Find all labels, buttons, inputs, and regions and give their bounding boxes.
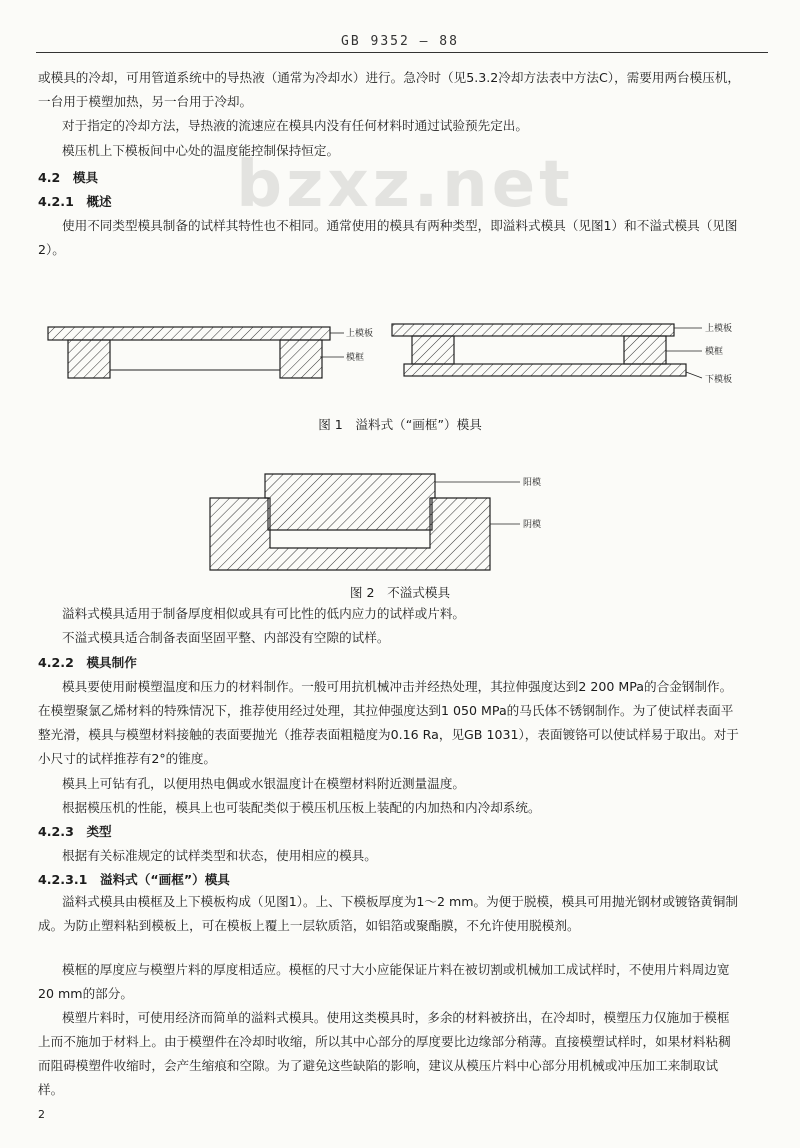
- figure-1-left-frame-label: 模框: [346, 353, 365, 363]
- paragraph-flow-rate: 对于指定的冷却方法，导热液的流速应在模具内没有任何材料时通过试验预先定出。: [62, 118, 528, 133]
- figure-1-left-mold: [48, 327, 373, 378]
- watermark: bzxz.net: [236, 148, 574, 222]
- section-4-2-3-1-paragraph-3: 模塑片料时，可使用经济而简单的溢料式模具。使用这类模具时，多余的材料被挤出，在冷却时，模塑压力仅施加于模框上而不施加于材料上。由于模塑件在冷却时收缩，所以其中心部分的厚度要比边缘部分稍薄。直接模塑试样时，如果材料粘稠而阻碍模塑件收缩时，会产生缩痕和空隙。为了避免这些缺陷的影响，建议从模压片料中心部分用机械或冲压加工来制取试样。: [38, 1010, 731, 1097]
- header-rule: [36, 52, 768, 53]
- paragraph-cooling: 或模具的冷却，可用管道系统中的导热液（通常为冷却水）进行。急冷时（见5.3.2冷却方法表中方法C），需要用两台模压机，一台用于模塑加热，另一台用于冷却。: [38, 70, 741, 109]
- page-header-std-code: GB 9352 — 88: [341, 34, 459, 49]
- figure-1-right-top-plate-label: 上模板: [705, 324, 733, 334]
- section-4-2-3-text: 根据有关标准规定的试样类型和状态，使用相应的模具。: [62, 848, 377, 863]
- paragraph-temperature: 模压机上下模板间中心处的温度能控制保持恒定。: [62, 143, 340, 158]
- section-4-2-2-paragraph-1: 模具要使用耐模塑温度和压力的材料制作。一般可用抗机械冲击并经热处理，其拉伸强度达到2 200 MPa的合金钢制作。在模塑聚氯乙烯材料的特殊情况下，推荐使用经过处理，其拉伸强度达到1 050 MPa的马氏体不锈钢制作。为了使试样表面平整光滑，模具与模塑材料接触的表面要抛光（推荐表面粗糙度为0.16 Ra，见GB 1031），表面镀铬可以使试样易于取出。对于小尺寸的试样推荐有2°的锥度。: [38, 679, 739, 766]
- figure-2-caption: 图 2 不溢式模具: [349, 585, 451, 600]
- paragraph-positive-mold-use: 不溢式模具适合制备表面坚固平整、内部没有空隙的试样。: [62, 630, 390, 645]
- figure-1-left-top-plate-label: 上模板: [346, 329, 374, 339]
- section-4-2-3-title: 4.2.3 类型: [38, 824, 112, 839]
- figure-1-right-frame-label: 模框: [705, 347, 724, 357]
- figure-1-flash-mold: [40, 312, 760, 402]
- section-4-2-3-1-title: 4.2.3.1 溢料式（“画框”）模具: [38, 872, 230, 887]
- figure-1-right-mold: [392, 322, 732, 385]
- section-4-2-2-title: 4.2.2 模具制作: [38, 655, 137, 670]
- page-number: 2: [38, 1108, 45, 1121]
- section-4-2-1-text: 使用不同类型模具制备的试样其特性也不相同。通常使用的模具有两种类型，即溢料式模具（见图1）和不溢式模具（见图2）。: [38, 218, 738, 257]
- paragraph-flash-mold-use: 溢料式模具适用于制备厚度相似或具有可比性的低内应力的试样或片料。: [62, 606, 465, 621]
- figure-1-caption: 图 1 溢料式（“画框”）模具: [318, 417, 482, 432]
- figure-2-positive-mold: [200, 468, 600, 580]
- figure-2-punch-label: 阳模: [523, 478, 542, 488]
- section-4-2-3-1-paragraph-1: 溢料式模具由模框及上下模板构成（见图1）。上、下模板厚度为1～2 mm。为便于脱模，模具可用抛光钢材或镀铬黄铜制成。为防止塑料粘到模板上，可在模板上覆上一层软质箔，如铝箔或聚酯膜，不允许使用脱模剂。: [38, 894, 738, 933]
- section-4-2-1-title: 4.2.1 概述: [38, 194, 112, 209]
- section-4-2-2-paragraph-3: 根据模压机的性能，模具上也可装配类似于模压机压板上装配的内加热和内冷却系统。: [62, 800, 541, 815]
- section-4-2-3-1-paragraph-2: 模框的厚度应与模塑片料的厚度相适应。模框的尺寸大小应能保证片料在被切割或机械加工成试样时，不使用片料周边宽20 mm的部分。: [38, 962, 730, 1001]
- section-4-2-title: 4.2 模具: [38, 170, 99, 185]
- figure-2-cavity-label: 阴模: [523, 520, 542, 530]
- section-4-2-2-paragraph-2: 模具上可钻有孔，以便用热电偶或水银温度计在模塑材料附近测量温度。: [62, 776, 465, 791]
- figure-1-right-bottom-plate-label: 下模板: [705, 375, 733, 385]
